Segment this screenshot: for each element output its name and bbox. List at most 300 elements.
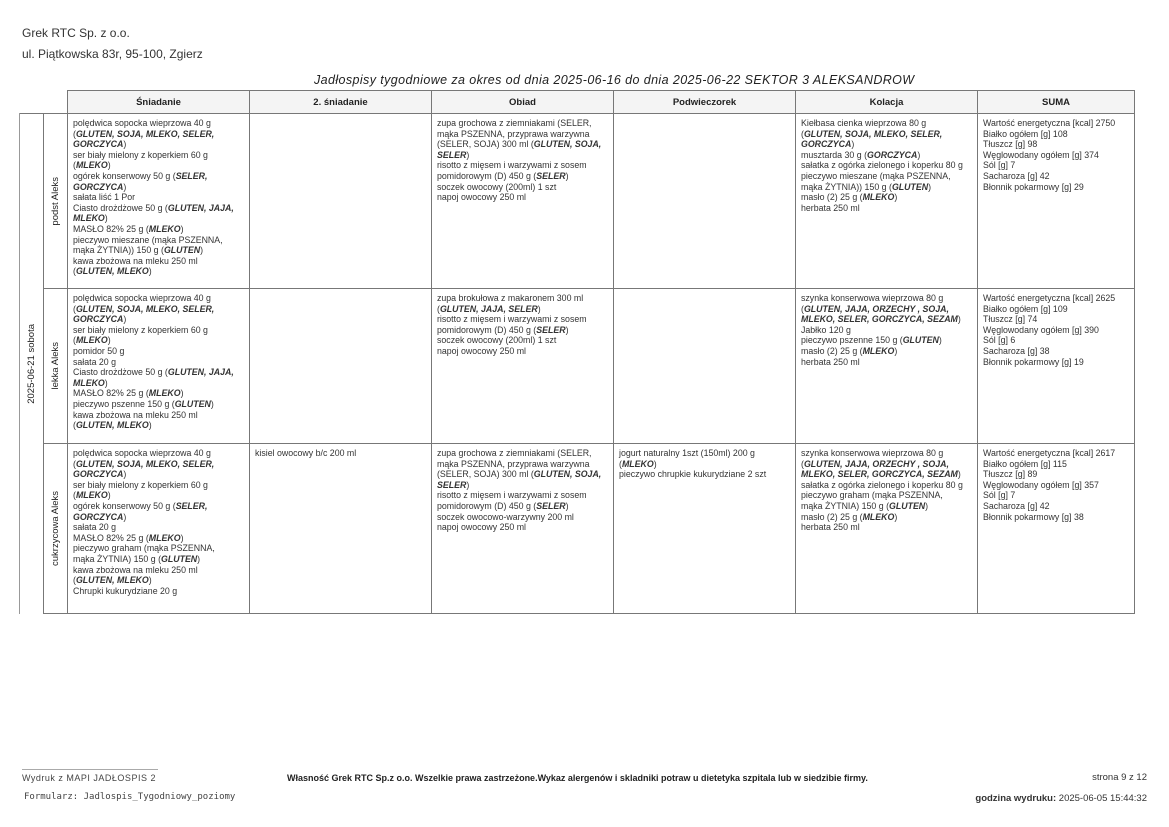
- meal-text: Kiełbasa cienka wieprzowa 80 g: [801, 118, 927, 128]
- diet-label: podst Aleks: [50, 176, 61, 226]
- meal-line: [73, 533, 244, 544]
- meal-line: [983, 150, 1129, 161]
- meal-line: [437, 480, 608, 491]
- allergen-text: MLEKO: [862, 511, 895, 522]
- meal-line: [73, 575, 244, 586]
- meal-text: ): [123, 469, 127, 480]
- meal-text: Błonnik pokarmowy [g] 38: [983, 511, 1084, 522]
- meal-line: [73, 522, 244, 533]
- meal-line: [983, 490, 1129, 501]
- allergen-text: GLUTEN, SOJA,: [533, 469, 602, 480]
- meal-line: [437, 171, 608, 182]
- meal-text: szynka konserwowa wieprzowa 80 g: [801, 293, 944, 303]
- diet-row: [20, 114, 1135, 289]
- meal-text: (: [73, 490, 76, 501]
- allergen-text: SELER: [536, 500, 566, 511]
- allergen-text: GLUTEN, SOJA, MLEKO, SELER,: [75, 458, 215, 469]
- allergen-text: GLUTEN, MLEKO: [75, 266, 149, 277]
- meal-text: (: [801, 458, 804, 469]
- meal-text: ): [107, 490, 111, 501]
- meal-line: [73, 459, 244, 470]
- meal-line: [73, 420, 244, 431]
- meal-text: masło (2) 25 g (: [801, 345, 863, 356]
- meal-line: [983, 293, 1129, 304]
- meal-line: [801, 480, 972, 491]
- meal-text: (: [73, 575, 76, 586]
- meal-cell-supper: [796, 444, 978, 614]
- meal-text: kawa zbożowa na mleku 250 ml: [73, 255, 198, 266]
- meal-text: mąka ŻYTNIA)) 150 g (: [801, 181, 892, 192]
- meal-text: pieczywo mieszane (mąka PSZENNA,: [73, 234, 223, 245]
- meal-line: [73, 586, 244, 597]
- meal-text: soczek owocowy (200ml) 1 szt: [437, 181, 557, 192]
- meal-cell-supper: [796, 289, 978, 444]
- meal-line: [801, 129, 972, 140]
- meal-text: Białko ogółem [g] 115: [983, 458, 1067, 469]
- meal-text: Białko ogółem [g] 108: [983, 128, 1068, 139]
- meal-text: ): [148, 420, 152, 431]
- allergen-text: SELER: [536, 170, 566, 181]
- meal-text: risotto z mięsem i warzywami z sosem: [437, 490, 587, 501]
- meal-text: (: [73, 335, 76, 346]
- meal-text: Tłuszcz [g] 89: [983, 469, 1038, 480]
- diet-row: [20, 289, 1135, 444]
- meal-text: ): [925, 500, 929, 511]
- meal-line: [801, 160, 972, 171]
- meal-text: Sacharoza [g] 42: [983, 170, 1050, 181]
- meal-text: masło (2) 25 g (: [801, 511, 863, 522]
- meal-text: ): [894, 345, 898, 356]
- meal-text: zupa brokułowa z makaronem 300 ml: [437, 293, 584, 303]
- allergen-text: MLEKO: [73, 213, 105, 224]
- meal-line: [73, 490, 244, 501]
- meal-text: Błonnik pokarmowy [g] 29: [983, 181, 1084, 192]
- allergen-text: GORCZYCA: [73, 314, 124, 325]
- meal-line: [801, 501, 972, 512]
- meal-text: soczek owocowo-warzywny 200 ml: [437, 511, 574, 522]
- allergen-text: MLEKO: [148, 388, 181, 399]
- allergen-text: GLUTEN, JAJA,: [167, 367, 234, 378]
- meal-cell-nutrition-summary: [978, 114, 1135, 289]
- meal-text: sałatka z ogórka zielonego i koperku 80 g: [801, 160, 963, 171]
- print-time: [975, 793, 1147, 804]
- meal-text: ): [180, 532, 184, 543]
- meal-line: [437, 325, 608, 336]
- meal-text: kisiel owocowy b/c 200 ml: [255, 448, 357, 458]
- column-header-second-breakfast: 2. śniadanie: [250, 91, 432, 114]
- meal-text: polędwica sopocka wieprzowa 40 g: [73, 448, 211, 458]
- allergen-text: GORCZYCA: [73, 181, 124, 192]
- meal-text: (: [73, 160, 76, 171]
- meal-line: [73, 388, 244, 399]
- meal-line: [983, 469, 1129, 480]
- meal-line: [73, 399, 244, 410]
- meal-text: Węglowodany ogółem [g] 357: [983, 479, 1099, 490]
- allergen-text: SELER,: [175, 170, 208, 181]
- meal-line: [73, 346, 244, 357]
- meal-line: [801, 293, 972, 304]
- meal-text: musztarda 30 g (: [801, 149, 868, 160]
- meal-text: (: [801, 303, 804, 314]
- diet-row: [20, 444, 1135, 614]
- header-row: [20, 91, 1135, 114]
- header-spacer: [44, 91, 68, 114]
- meal-line: [73, 480, 244, 491]
- allergen-text: MLEKO: [148, 532, 181, 543]
- meal-text: (: [801, 128, 804, 139]
- meal-line: [437, 459, 608, 470]
- meal-line: [801, 325, 972, 336]
- page-title: Jadłospisy tygodniowe za okres od dnia 2025-06-16 do dnia 2025-06-22 SEKTOR 3 ALEKSANDROW: [314, 73, 915, 87]
- allergen-text: GLUTEN, JAJA, SELER: [439, 303, 538, 314]
- meal-text: kawa zbożowa na mleku 250 ml: [73, 564, 198, 575]
- meal-text: mąka PSZENNA, przyprawa warzywna: [437, 128, 590, 139]
- meal-text: ): [107, 160, 111, 171]
- meal-line: [437, 501, 608, 512]
- allergen-text: MLEKO: [862, 192, 895, 203]
- meal-line: [437, 293, 608, 304]
- meal-line: [983, 448, 1129, 459]
- meal-text: (: [73, 303, 76, 314]
- allergen-text: GLUTEN, JAJA, ORZECHY , SOJA,: [803, 458, 949, 469]
- diet-cell: [44, 289, 68, 444]
- ownership-notice: Własność Grek RTC Sp.z o.o. Wszelkie prawa zastrzeżone.Wykaz alergenów i skladniki potraw u dietetyka szpitala lub w siedzibie firmy.: [287, 773, 868, 783]
- meal-line: [801, 335, 972, 346]
- meal-text: ): [123, 511, 127, 522]
- meal-text: ): [104, 377, 108, 388]
- meal-text: ): [565, 324, 569, 335]
- meal-text: pieczywo pszenne 150 g (: [801, 335, 903, 346]
- allergen-text: MLEKO: [621, 458, 654, 469]
- company-address: ul. Piątkowska 83r, 95-100, Zgierz: [22, 47, 203, 61]
- meal-line: [73, 129, 244, 140]
- column-header-breakfast: Śniadanie: [68, 91, 250, 114]
- print-time-label: godzina wydruku:: [975, 793, 1057, 804]
- meal-line: [437, 490, 608, 501]
- column-header-supper: Kolacja: [796, 91, 978, 114]
- meal-text: ogórek konserwowy 50 g (: [73, 170, 176, 181]
- meal-text: pomidorowym (D) 450 g (: [437, 170, 537, 181]
- meal-line: [73, 213, 244, 224]
- meal-line: [73, 501, 244, 512]
- meal-text: mąka ŻYTNIA) 150 g (: [73, 553, 161, 564]
- meal-text: (: [73, 128, 76, 139]
- allergen-text: GLUTEN, MLEKO: [75, 575, 149, 586]
- meal-text: sałata liść 1 Por: [73, 192, 136, 203]
- meal-line: [983, 304, 1129, 315]
- meal-line: [983, 480, 1129, 491]
- meal-line: [437, 304, 608, 315]
- meal-cell-breakfast: [68, 289, 250, 444]
- meal-line: [801, 346, 972, 357]
- meal-line: [73, 245, 244, 256]
- meal-line: [801, 314, 972, 325]
- meal-line: [801, 203, 972, 214]
- meal-text: ): [197, 553, 201, 564]
- meal-line: [73, 182, 244, 193]
- meal-cell-breakfast: [68, 114, 250, 289]
- allergen-text: GLUTEN: [902, 335, 939, 346]
- meal-cell-breakfast: [68, 444, 250, 614]
- form-name: Formularz: Jadlospis_Tygodniowy_poziomy: [24, 792, 236, 802]
- meal-line: [73, 554, 244, 565]
- meal-line: [437, 512, 608, 523]
- meal-text: Wartość energetyczna [kcal] 2617: [983, 448, 1116, 458]
- meal-line: [73, 224, 244, 235]
- meal-text: soczek owocowy (200ml) 1 szt: [437, 335, 557, 346]
- meal-line: [73, 512, 244, 523]
- allergen-text: GLUTEN: [174, 398, 211, 409]
- meal-text: ): [894, 192, 898, 203]
- meal-text: ): [123, 181, 127, 192]
- meal-text: MASŁO 82% 25 g (: [73, 388, 149, 399]
- meal-cell-afternoon-snack: [614, 289, 796, 444]
- meal-line: [73, 266, 244, 277]
- allergen-text: GLUTEN, JAJA, ORZECHY , SOJA,: [803, 303, 949, 314]
- allergen-text: GLUTEN: [889, 500, 926, 511]
- meal-line: [73, 378, 244, 389]
- meal-line: [801, 448, 972, 459]
- footer-divider: [22, 769, 158, 770]
- meal-text: herbata 250 ml: [801, 522, 860, 533]
- meal-text: ): [957, 469, 961, 480]
- meal-line: [983, 501, 1129, 512]
- meal-line: [801, 182, 972, 193]
- meal-line: [73, 314, 244, 325]
- meal-line: [801, 139, 972, 150]
- meal-text: masło (2) 25 g (: [801, 192, 863, 203]
- meal-line: [73, 543, 244, 554]
- meal-line: [619, 448, 790, 459]
- allergen-text: GLUTEN, MLEKO: [75, 420, 149, 431]
- allergen-text: GLUTEN, JAJA,: [167, 202, 234, 213]
- meal-line: [801, 150, 972, 161]
- meal-line: [983, 182, 1129, 193]
- meal-text: napoj owocowy 250 ml: [437, 345, 526, 356]
- meal-text: ): [107, 335, 111, 346]
- meal-text: ): [537, 303, 541, 314]
- meal-line: [619, 459, 790, 470]
- allergen-text: GLUTEN, SOJA, MLEKO, SELER,: [803, 128, 943, 139]
- meal-line: [73, 118, 244, 129]
- meal-line: [983, 129, 1129, 140]
- meal-text: Tłuszcz [g] 74: [983, 314, 1038, 325]
- meal-text: (SELER, SOJA) 300 ml (: [437, 139, 534, 150]
- meal-text: ): [565, 170, 569, 181]
- meal-cell-lunch: [432, 114, 614, 289]
- meal-text: ): [851, 139, 855, 150]
- meal-text: Jabłko 120 g: [801, 324, 851, 335]
- allergen-text: MLEKO: [862, 345, 895, 356]
- meal-cell-supper: [796, 114, 978, 289]
- meal-line: [73, 256, 244, 267]
- meal-text: ): [180, 223, 184, 234]
- meal-line: [801, 304, 972, 315]
- meal-text: ): [210, 398, 214, 409]
- meal-line: [983, 357, 1129, 368]
- meal-text: jogurt naturalny 1szt (150ml) 200 g: [619, 448, 755, 458]
- meal-line: [437, 469, 608, 480]
- meal-text: pomidorowym (D) 450 g (: [437, 500, 537, 511]
- meal-text: ): [148, 266, 152, 277]
- meal-text: szynka konserwowa wieprzowa 80 g: [801, 448, 944, 458]
- company-name: Grek RTC Sp. z o.o.: [22, 26, 130, 40]
- meal-text: zupa grochowa z ziemniakami (SELER,: [437, 448, 592, 458]
- meal-text: (: [437, 303, 440, 314]
- page-number: strona 9 z 12: [1092, 772, 1147, 783]
- meal-text: ): [917, 149, 921, 160]
- meal-text: Wartość energetyczna [kcal] 2625: [983, 293, 1116, 303]
- meal-text: sałata 20 g: [73, 522, 117, 533]
- meal-text: pieczywo mieszane (mąka PSZENNA,: [801, 170, 951, 181]
- meal-line: [801, 357, 972, 368]
- column-header-sum: SUMA: [978, 91, 1135, 114]
- meal-line: [73, 335, 244, 346]
- meal-line: [73, 357, 244, 368]
- meal-text: pomidorowym (D) 450 g (: [437, 324, 537, 335]
- meal-text: pieczywo graham (mąka PSZENNA,: [801, 490, 943, 501]
- meal-line: [437, 182, 608, 193]
- meal-line: [801, 522, 972, 533]
- meal-line: [73, 235, 244, 246]
- meal-line: [983, 335, 1129, 346]
- meal-text: pieczywo chrupkie kukurydziane 2 szt: [619, 469, 767, 480]
- meal-line: [73, 565, 244, 576]
- diet-label: lekka Aleks: [50, 342, 61, 390]
- allergen-text: MLEKO, SELER, GORCZYCA, SEZAM: [801, 469, 958, 480]
- allergen-text: GORCZYCA: [867, 149, 918, 160]
- meal-text: Ciasto drożdżowe 50 g (: [73, 367, 168, 378]
- meal-text: Tłuszcz [g] 98: [983, 139, 1038, 150]
- meal-text: (: [73, 266, 76, 277]
- meal-line: [73, 448, 244, 459]
- allergen-text: SELER,: [175, 500, 208, 511]
- print-time-value: 2025-06-05 15:44:32: [1058, 793, 1147, 804]
- meal-cell-lunch: [432, 289, 614, 444]
- meal-text: risotto z mięsem i warzywami z sosem: [437, 160, 587, 171]
- meal-line: [983, 459, 1129, 470]
- meal-text: Sól [g] 7: [983, 490, 1016, 501]
- meal-text: ): [928, 181, 932, 192]
- allergen-text: GLUTEN: [891, 181, 929, 192]
- meal-text: Sól [g] 6: [983, 335, 1016, 346]
- meal-line: [983, 171, 1129, 182]
- allergen-text: MLEKO: [73, 377, 105, 388]
- allergen-text: GORCZYCA: [73, 511, 124, 522]
- meal-line: [437, 448, 608, 459]
- meal-text: Białko ogółem [g] 109: [983, 303, 1068, 314]
- meal-text: ): [123, 139, 127, 150]
- meal-line: [437, 314, 608, 325]
- meal-text: Sól [g] 7: [983, 160, 1016, 171]
- column-header-afternoon-snack: Podwieczorek: [614, 91, 796, 114]
- printout-source: [22, 773, 156, 783]
- meal-text: ): [180, 388, 184, 399]
- allergen-text: GLUTEN, SOJA, MLEKO, SELER,: [75, 128, 215, 139]
- allergen-text: MLEKO: [148, 223, 181, 234]
- meal-line: [983, 325, 1129, 336]
- meal-line: [983, 139, 1129, 150]
- meal-line: [437, 150, 608, 161]
- meal-line: [801, 118, 972, 129]
- meal-line: [801, 459, 972, 470]
- meal-line: [73, 325, 244, 336]
- meal-line: [73, 160, 244, 171]
- meal-line: [437, 192, 608, 203]
- meal-text: pieczywo pszenne 150 g (: [73, 398, 175, 409]
- company-info: [22, 23, 203, 65]
- meal-text: ser biały mielony z koperkiem 60 g: [73, 479, 208, 490]
- meal-text: polędwica sopocka wieprzowa 40 g: [73, 118, 211, 128]
- meal-text: ogórek konserwowy 50 g (: [73, 500, 176, 511]
- allergen-text: GLUTEN, SOJA,: [533, 139, 602, 150]
- meal-text: (: [73, 458, 76, 469]
- meal-line: [983, 346, 1129, 357]
- meal-line: [73, 304, 244, 315]
- diet-label: cukrzycowa Aleks: [50, 491, 61, 566]
- meal-text: Węglowodany ogółem [g] 374: [983, 149, 1099, 160]
- meal-cell-afternoon-snack: [614, 444, 796, 614]
- meal-line: [73, 192, 244, 203]
- meal-line: [983, 160, 1129, 171]
- meal-line: [983, 118, 1129, 129]
- meal-text: Sacharoza [g] 38: [983, 345, 1050, 356]
- meal-text: herbata 250 ml: [801, 356, 860, 367]
- date-cell: [20, 114, 44, 614]
- meal-text: Wartość energetyczna [kcal] 2750: [983, 118, 1116, 128]
- meal-line: [801, 512, 972, 523]
- meal-text: Błonnik pokarmowy [g] 19: [983, 356, 1084, 367]
- meal-line: [437, 335, 608, 346]
- meal-text: Ciasto drożdżowe 50 g (: [73, 202, 168, 213]
- meal-text: (: [619, 458, 622, 469]
- allergen-text: MLEKO: [75, 160, 108, 171]
- meal-text: mąka ŻYTNIA) 150 g (: [801, 500, 889, 511]
- meal-cell-lunch: [432, 444, 614, 614]
- meal-cell-nutrition-summary: [978, 444, 1135, 614]
- meal-text: pieczywo graham (mąka PSZENNA,: [73, 543, 215, 554]
- meal-line: [73, 139, 244, 150]
- diet-cell: [44, 114, 68, 289]
- meal-text: MASŁO 82% 25 g (: [73, 532, 149, 543]
- meal-cell-second-breakfast: [250, 114, 432, 289]
- meal-cell-nutrition-summary: [978, 289, 1135, 444]
- meal-text: ): [200, 245, 204, 256]
- meal-line: [437, 160, 608, 171]
- allergen-text: GORCZYCA: [73, 469, 124, 480]
- allergen-text: GLUTEN: [163, 245, 201, 256]
- meal-line: [801, 192, 972, 203]
- meal-text: (: [73, 420, 76, 431]
- meal-text: ser biały mielony z koperkiem 60 g: [73, 149, 208, 160]
- meal-line: [73, 203, 244, 214]
- meal-line: [801, 171, 972, 182]
- meal-line: [801, 490, 972, 501]
- meal-text: ): [938, 335, 942, 346]
- meal-text: MASŁO 82% 25 g (: [73, 223, 149, 234]
- meal-text: mąka ŻYTNIA)) 150 g (: [73, 245, 164, 256]
- meal-line: [73, 293, 244, 304]
- meal-line: [801, 469, 972, 480]
- meal-line: [437, 346, 608, 357]
- date-label: 2025-06-21 sobota: [26, 323, 37, 404]
- diet-cell: [44, 444, 68, 614]
- meal-line: [73, 150, 244, 161]
- meal-text: kawa zbożowa na mleku 250 ml: [73, 409, 198, 420]
- meal-cell-second-breakfast: [250, 444, 432, 614]
- meal-text: ): [148, 575, 152, 586]
- meal-text: ): [957, 314, 961, 325]
